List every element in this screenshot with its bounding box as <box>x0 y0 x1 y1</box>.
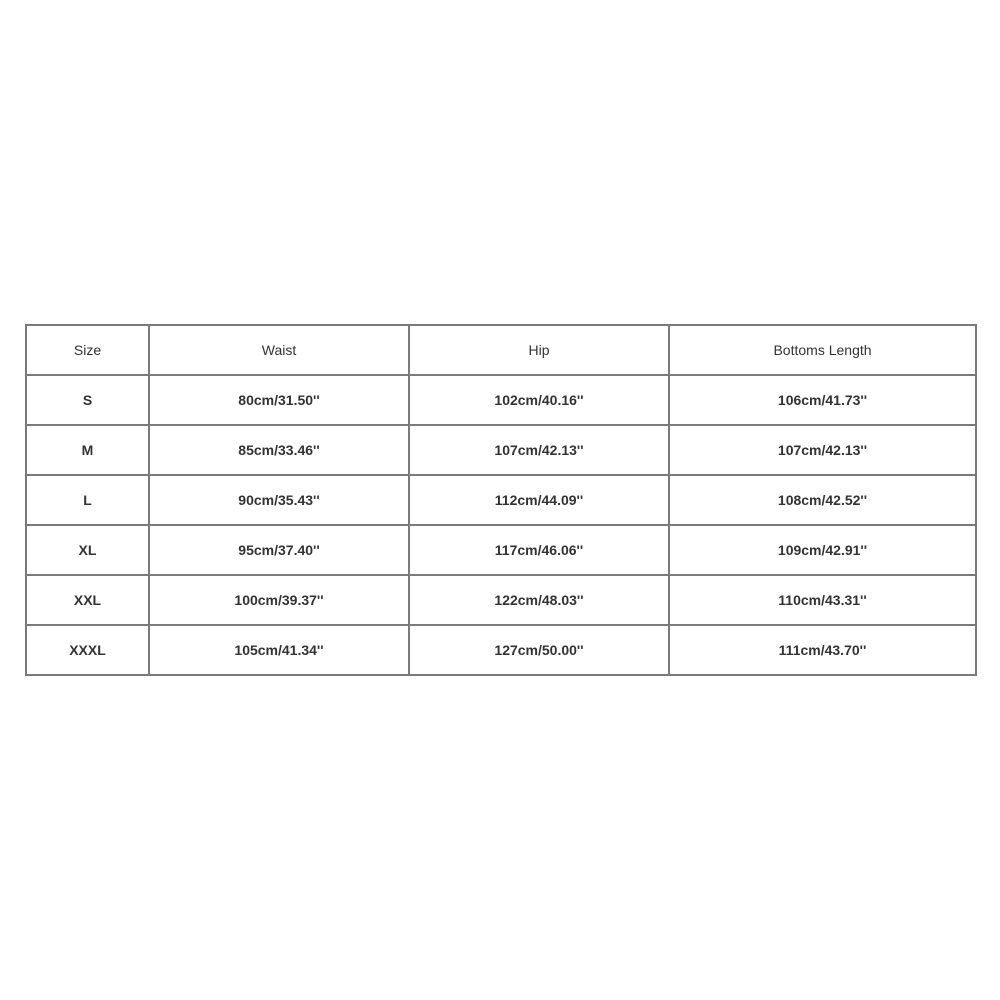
cell-hip: 107cm/42.13'' <box>409 425 669 475</box>
cell-waist: 80cm/31.50'' <box>149 375 409 425</box>
cell-waist: 95cm/37.40'' <box>149 525 409 575</box>
cell-bottoms-length: 111cm/43.70'' <box>669 625 976 675</box>
cell-waist: 105cm/41.34'' <box>149 625 409 675</box>
table-row <box>26 575 976 625</box>
cell-size: XXL <box>26 575 149 625</box>
cell-bottoms-length: 107cm/42.13'' <box>669 425 976 475</box>
cell-hip: 112cm/44.09'' <box>409 475 669 525</box>
cell-waist: 100cm/39.37'' <box>149 575 409 625</box>
header-waist: Waist <box>149 325 409 375</box>
cell-size: XXXL <box>26 625 149 675</box>
cell-bottoms-length: 108cm/42.52'' <box>669 475 976 525</box>
cell-waist: 85cm/33.46'' <box>149 425 409 475</box>
size-chart-table <box>25 324 977 676</box>
cell-hip: 102cm/40.16'' <box>409 375 669 425</box>
table-row <box>26 525 976 575</box>
cell-waist: 90cm/35.43'' <box>149 475 409 525</box>
header-bottoms-length: Bottoms Length <box>669 325 976 375</box>
table-row <box>26 625 976 675</box>
cell-hip: 127cm/50.00'' <box>409 625 669 675</box>
header-hip: Hip <box>409 325 669 375</box>
table-row <box>26 375 976 425</box>
cell-hip: 117cm/46.06'' <box>409 525 669 575</box>
cell-size: M <box>26 425 149 475</box>
cell-bottoms-length: 109cm/42.91'' <box>669 525 976 575</box>
header-size: Size <box>26 325 149 375</box>
table-header-row <box>26 325 976 375</box>
cell-size: L <box>26 475 149 525</box>
table-row <box>26 425 976 475</box>
cell-size: XL <box>26 525 149 575</box>
table-row <box>26 475 976 525</box>
cell-bottoms-length: 106cm/41.73'' <box>669 375 976 425</box>
cell-size: S <box>26 375 149 425</box>
cell-bottoms-length: 110cm/43.31'' <box>669 575 976 625</box>
cell-hip: 122cm/48.03'' <box>409 575 669 625</box>
